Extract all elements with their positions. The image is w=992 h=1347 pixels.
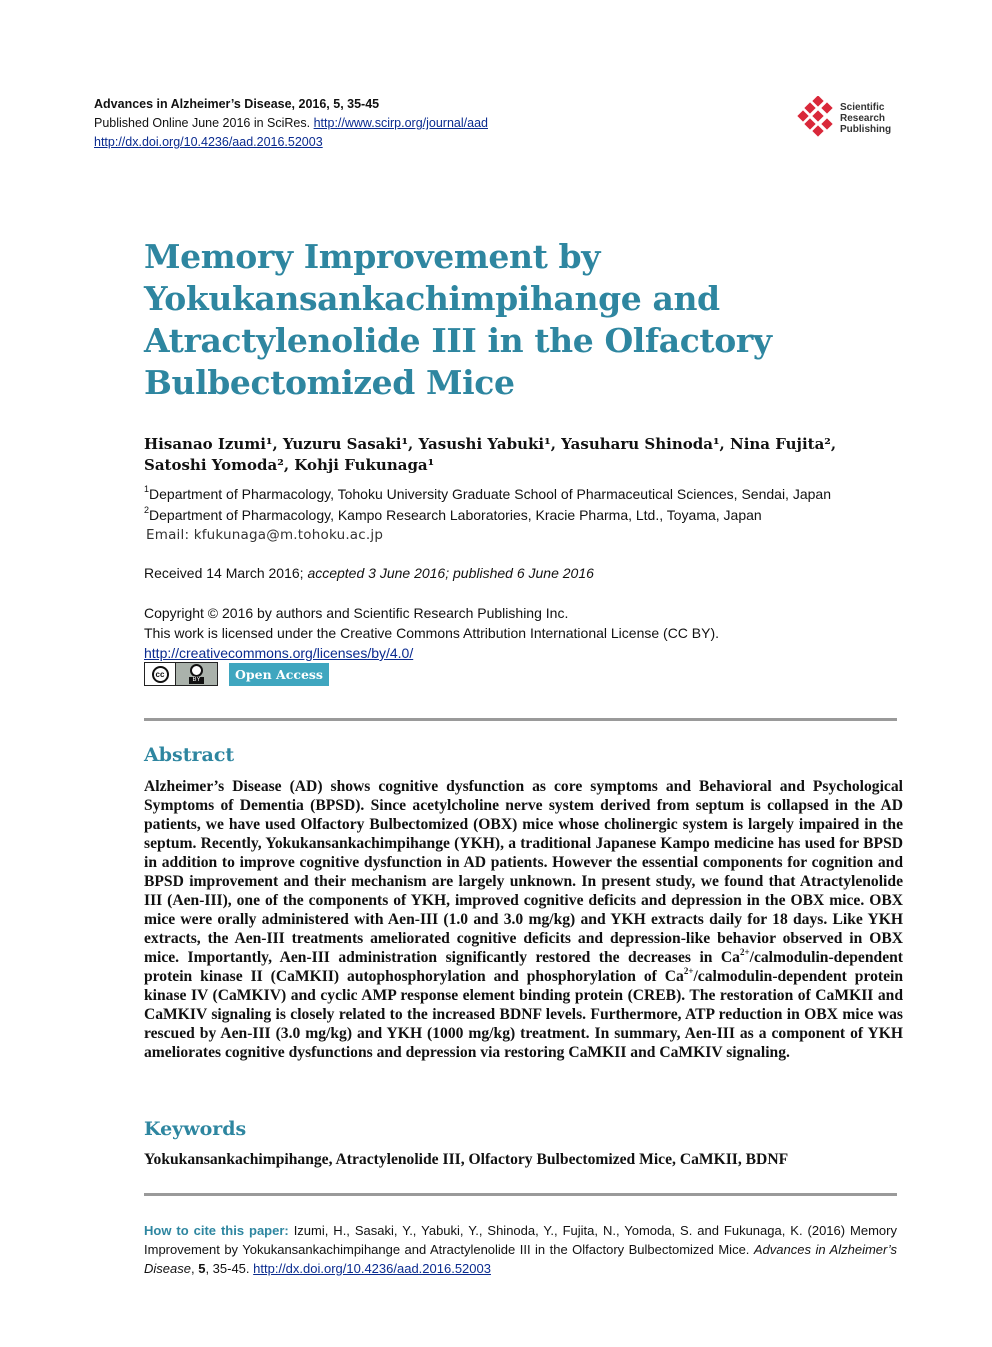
logo-text bbox=[840, 102, 891, 135]
citation-pages: , 35-45. bbox=[205, 1261, 250, 1276]
affiliation-2 bbox=[144, 505, 924, 526]
cc-icon-wrap bbox=[145, 663, 176, 685]
citation-block: How to cite this paper: Izumi, H., Sasaki, Y., Yabuki, Y., Shinoda, Y., Fujita, N., Yomoda, S. and Fukunaga, K. (2016) Memory Improvement by Yokukansankachimpihange and Atractylenolide III in the Olfactory Bulbectomized Mice. Advances in Alzheimer’s Disease, 5, 35-45. http://dx.doi.org/10.4236/aad.2016.52003 bbox=[144, 1223, 897, 1276]
logo-line-1: Scientific bbox=[840, 101, 885, 113]
scirp-logo-icon bbox=[797, 96, 837, 140]
keywords-list: Yokukansankachimpihange, Atractylenolide III, Olfactory Bulbectomized Mice, CaMKII, BDNF bbox=[144, 1151, 789, 1168]
keywords-heading: Keywords bbox=[144, 1118, 247, 1140]
title-line-2: Yokukansankachimpihange and bbox=[144, 279, 720, 318]
paper-title bbox=[144, 236, 784, 404]
affiliations bbox=[144, 484, 924, 526]
bottom-divider bbox=[144, 1193, 897, 1196]
ion-charge-1: 2+ bbox=[739, 947, 750, 957]
title-line-1: Memory Improvement by bbox=[144, 237, 600, 276]
copyright-line: Copyright © 2016 by authors and Scientific Research Publishing Inc. bbox=[144, 605, 569, 621]
title-line-3: Atractylenolide III in the Olfactory bbox=[144, 321, 772, 360]
corresponding-email[interactable]: Email: kfukunaga@m.tohoku.ac.jp bbox=[146, 527, 384, 543]
citation-label: How to cite this paper: bbox=[144, 1223, 289, 1238]
cc-icon: cc bbox=[152, 666, 169, 683]
doi-link[interactable]: http://dx.doi.org/10.4236/aad.2016.52003 bbox=[94, 135, 323, 149]
abstract-body bbox=[144, 777, 903, 1062]
journal-header bbox=[94, 95, 488, 152]
license-link[interactable]: http://creativecommons.org/licenses/by/4.0/ bbox=[144, 645, 414, 661]
affiliation-2-num: 2 bbox=[144, 505, 150, 515]
journal-url-link[interactable]: http://www.scirp.org/journal/aad bbox=[313, 116, 488, 130]
top-divider bbox=[144, 718, 897, 721]
authors-line-2: Satoshi Yomoda², Kohji Fukunaga¹ bbox=[144, 456, 435, 474]
journal-line: Advances in Alzheimer’s Disease, 2016, 5, 35-45 bbox=[94, 97, 380, 111]
published-date: published 6 June 2016 bbox=[453, 565, 594, 581]
affiliation-2-text: Department of Pharmacology, Kampo Research Laboratories, Kracie Pharma, Ltd., Toyama, Japan bbox=[149, 507, 762, 523]
citation-doi-link[interactable]: http://dx.doi.org/10.4236/aad.2016.52003 bbox=[253, 1261, 491, 1276]
open-access-badge[interactable]: Open Access bbox=[229, 663, 329, 686]
abstract-part-2: /calmodulin-dependent protein kinase II (CaMKII) autophosphorylation and phosphorylation of Ca bbox=[144, 949, 903, 985]
authors-line-1: Hisanao Izumi¹, Yuzuru Sasaki¹, Yasushi Yabuki¹, Yasuharu Shinoda¹, Nina Fujita², bbox=[144, 435, 837, 453]
attribution-icon bbox=[190, 664, 203, 677]
publisher-logo[interactable] bbox=[797, 96, 891, 140]
published-line bbox=[94, 114, 488, 133]
license-badges bbox=[144, 662, 329, 686]
copyright-block bbox=[144, 603, 719, 663]
citation-text: Izumi, H., Sasaki, Y., Yabuki, Y., Shinoda, Y., Fujita, N., Yomoda, S. and Fukunaga, K. (2016) Memory Improvement by Yokukansankachimpihange and Atractylenolide III in the Olfactory Bulbectomized Mice. bbox=[144, 1223, 897, 1257]
author-list bbox=[144, 434, 904, 476]
title-line-4: Bulbectomized Mice bbox=[144, 363, 515, 402]
ion-charge-2: 2+ bbox=[683, 966, 694, 976]
citation-volume: 5 bbox=[198, 1261, 206, 1276]
license-line: This work is licensed under the Creative Commons Attribution International License (CC BY). bbox=[144, 625, 720, 641]
citation-journal: Advances in Alzheimer’s Disease bbox=[144, 1242, 897, 1276]
logo-line-2: Research bbox=[840, 112, 886, 124]
cc-by-badge[interactable] bbox=[144, 662, 218, 686]
publication-dates bbox=[144, 565, 594, 581]
affiliation-1-text: Department of Pharmacology, Tohoku University Graduate School of Pharmaceutical Sciences, Sendai, Japan bbox=[149, 486, 831, 502]
abstract-part-1: Alzheimer’s Disease (AD) shows cognitive dysfunction as core symptoms and Behavioral and Psychological Symptoms of Dementia (BPSD). Since acetylcholine nerve system derived from septum is collapsed in the AD patients, we have used Olfactory Bulbectomized (OBX) mice whose cholinergic system is largely impaired in the septum. Recently, Yokukansankachimpihange (YKH), a traditional Japanese Kampo medicine has used for BPSD in addition to improve cognitive dysfunction in AD patients. However the essential components for cognition and BPSD improvement and their mechanism are largely unknown. In present study, we found that Atractylenolide III (Aen-III), one of the components of YKH, improved cognitive deficits and depression in the OBX mice. OBX mice were orally administered with Aen-III (1.0 and 3.0 mg/kg) and YKH extracts daily for 18 days. Like YKH extracts, the Aen-III treatments ameliorated cognitive deficits and depression-like behavior observed in OBX mice. Importantly, Aen-III administration significantly restored the decreases in Ca bbox=[144, 778, 903, 966]
abstract-heading: Abstract bbox=[144, 744, 235, 766]
published-text: Published Online June 2016 in SciRes. bbox=[94, 116, 311, 130]
received-date: Received 14 March 2016; bbox=[144, 565, 304, 581]
abstract-part-3: /calmodulin-dependent protein kinase IV (CaMKIV) and cyclic AMP response element binding protein (CREB). The restoration of CaMKII and CaMKIV signaling is closely related to the increased BDNF levels. Furthermore, ATP reduction in OBX mice was rescued by Aen-III (3.0 mg/kg) and YKH (1000 mg/kg) treatment. In summary, Aen-III as a component of YKH ameliorates cognitive dysfunctions and depression via restoring CaMKII and CaMKIV signaling. bbox=[144, 968, 904, 1061]
by-label: BY bbox=[189, 677, 203, 684]
accepted-date: accepted 3 June 2016; bbox=[307, 565, 450, 581]
license-url-line bbox=[144, 643, 719, 663]
doi-line bbox=[94, 133, 488, 152]
affiliation-1 bbox=[144, 484, 924, 505]
by-icon-wrap bbox=[176, 663, 217, 685]
logo-line-3: Publishing bbox=[840, 123, 892, 135]
affiliation-1-num: 1 bbox=[144, 484, 150, 494]
